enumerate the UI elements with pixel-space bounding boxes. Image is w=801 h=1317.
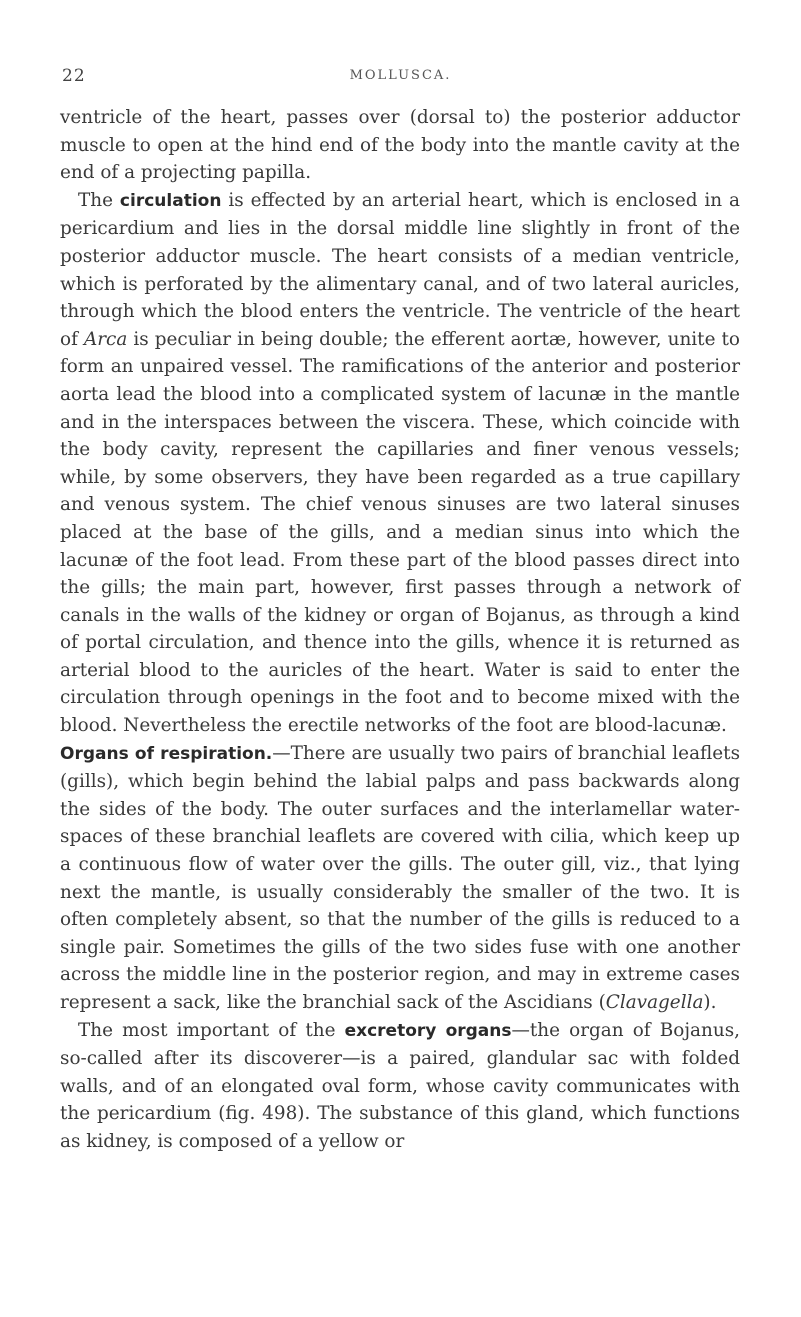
paragraph-lead-in: The most important of the bbox=[78, 1019, 345, 1041]
paragraph-text: ). bbox=[703, 992, 717, 1013]
paragraph-excretory-duct bbox=[60, 104, 740, 187]
paragraph-circulation bbox=[60, 187, 740, 740]
paragraph-text: is peculiar in being double; the efferent aortæ, however, unite to form an unpaired vessel. The ramifications of the anterior and posterior aorta lead the blood into a complicated system of lacunæ in the mantle and in the interspaces between the viscera. These, which coincide with the body cavity, represent the capillaries and finer venous vessels; while, by some observers, they have been regarded as a true capillary and venous system. The chief venous sinuses are two lateral sinuses placed at the base of the gills, and a median sinus into which the lacunæ of the foot lead. From these part of the blood passes direct into the gills; the main part, however, first passes through a network of canals in the walls of the kidney or organ of Bojanus, as through a kind of portal circulation, and thence into the gills, whence it is returned as arterial blood to the auricles of the heart. Water is said to enter the circulation through openings in the foot and to become mixed with the blood. Nevertheless the erectile networks of the foot are blood-lacunæ. bbox=[60, 328, 740, 737]
section-heading-excretory: excretory organs bbox=[344, 1020, 512, 1041]
page-number: 22 bbox=[62, 66, 86, 86]
running-title: MOLLUSCA. bbox=[349, 68, 452, 83]
paragraph-text: ventricle of the heart, passes over (dorsal to) the posterior adductor muscle to open at the hind end of the body into the mantle cavity at the end of a projecting papilla. bbox=[60, 107, 740, 184]
section-heading-circulation: circulation bbox=[119, 190, 222, 211]
paragraph-lead-in: The bbox=[78, 189, 120, 211]
paragraph-excretory-organs bbox=[60, 1017, 740, 1156]
paragraph-text: is effected by an arterial heart, which is enclosed in a pericardium and lies in the dorsal middle line slightly in front of the posterior adductor muscle. The heart consists of a median ventricle, which is perforated by the alimentary canal, and of two lateral auricles, through which the blood enters the ventricle. The ventricle of the heart of bbox=[60, 189, 740, 350]
paragraph-text: —the organ of Bojanus, so-called after its discoverer—is a paired, glandular sac with folded walls, and of an elongated oval form, whose cavity communicates with the pericardium (fig. 498). The substance of this gland, which functions as kidney, is composed of a yellow or bbox=[60, 1019, 740, 1152]
body-text bbox=[60, 104, 740, 1156]
paragraph-text: —There are usually two pairs of branchial leaflets (gills), which begin behind the labial palps and pass backwards along the sides of the body. The outer surfaces and the interlamellar water-spaces of these branchial leaflets are covered with cilia, which keep up a continuous flow of water over the gills. The outer gill, viz., that lying next the mantle, is usually considerably the smaller of the two. It is often completely absent, so that the number of the gills is reduced to a single pair. Sometimes the gills of the two sides fuse with one another across the middle line in the posterior region, and may in extreme cases represent a sack, like the branchial sack of the Ascidians ( bbox=[60, 742, 741, 1013]
genus-name-clavagella: Clavagella bbox=[605, 992, 704, 1013]
genus-name-arca: Arca bbox=[83, 328, 128, 350]
paragraph-respiration bbox=[60, 740, 740, 1017]
section-heading-respiration: Organs of respiration. bbox=[60, 743, 273, 764]
